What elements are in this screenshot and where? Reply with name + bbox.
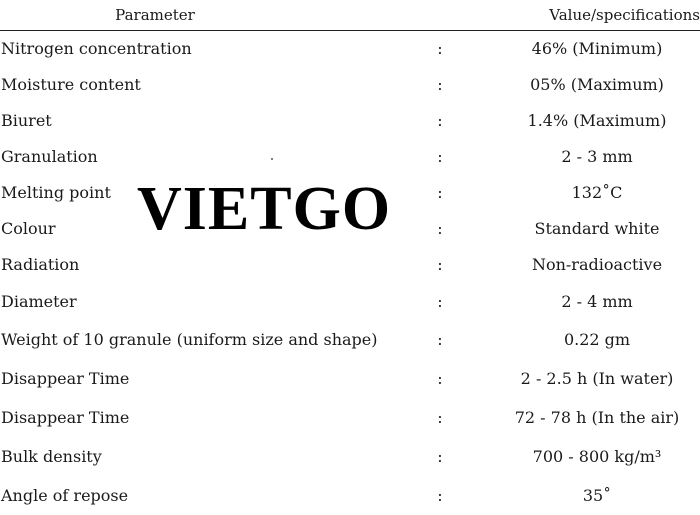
row-separator: : (437, 329, 443, 349)
row-separator: : (437, 183, 443, 202)
row-separator: : (437, 219, 443, 238)
row-separator: : (437, 485, 443, 505)
row-separator: : (437, 147, 443, 166)
table-row (0, 320, 700, 359)
row-separator: : (437, 446, 443, 466)
row-parameter: Biuret (1, 111, 52, 130)
table-row (0, 103, 700, 139)
row-value: 2 - 2.5 h (In water) (520, 368, 674, 388)
row-parameter: Diameter (1, 291, 77, 311)
row-separator: : (437, 407, 443, 427)
table-row (0, 67, 700, 103)
row-value: 72 - 78 h (In the air) (514, 407, 680, 427)
row-separator: : (437, 111, 443, 130)
row-value: 700 - 800 kg/m³ (532, 446, 662, 466)
table-row (0, 476, 700, 515)
row-separator: : (437, 255, 443, 274)
header-value: Value/specifications (480, 0, 700, 31)
table-header-row (0, 0, 700, 31)
row-value: 35˚ (582, 485, 612, 505)
row-parameter: Disappear Time (1, 368, 130, 388)
row-parameter: Granulation (1, 147, 98, 166)
vietgo-watermark: VIETGO (137, 175, 392, 243)
row-separator: : (437, 75, 443, 94)
table-row (0, 175, 700, 211)
table-row (0, 139, 700, 175)
table-row (0, 398, 700, 437)
header-separator (400, 0, 480, 31)
row-value: 1.4% (Maximum) (527, 111, 667, 130)
row-parameter: Moisture content (1, 75, 141, 94)
row-value: 05% (Maximum) (530, 75, 664, 94)
row-value: Standard white (534, 219, 660, 238)
row-value: 0.22 gm (563, 329, 631, 349)
row-value: 2 - 4 mm (561, 291, 633, 311)
row-value: Non-radioactive (531, 255, 663, 274)
row-parameter: Radiation (1, 255, 80, 274)
table-row (0, 283, 700, 320)
row-separator: : (437, 368, 443, 388)
row-separator: : (437, 291, 443, 311)
row-parameter: Weight of 10 granule (uniform size and shape) (1, 329, 378, 349)
table-row (0, 31, 700, 67)
table-row (0, 437, 700, 476)
row-separator: : (437, 39, 443, 59)
row-parameter: Angle of repose (1, 485, 129, 505)
row-value: 132˚C (571, 183, 623, 202)
row-parameter: Disappear Time (1, 407, 130, 427)
row-parameter: Bulk density (1, 446, 102, 466)
row-parameter: Nitrogen concentration (1, 39, 192, 59)
header-parameter: Parameter (0, 0, 400, 31)
table-row (0, 247, 700, 283)
row-parameter: Melting point (1, 183, 111, 202)
row-parameter: Colour (1, 219, 56, 238)
table-row (0, 359, 700, 398)
stray-dot-mark (271, 158, 273, 160)
row-value: 2 - 3 mm (561, 147, 633, 166)
table-row (0, 211, 700, 247)
row-value: 46% (Minimum) (531, 39, 663, 59)
